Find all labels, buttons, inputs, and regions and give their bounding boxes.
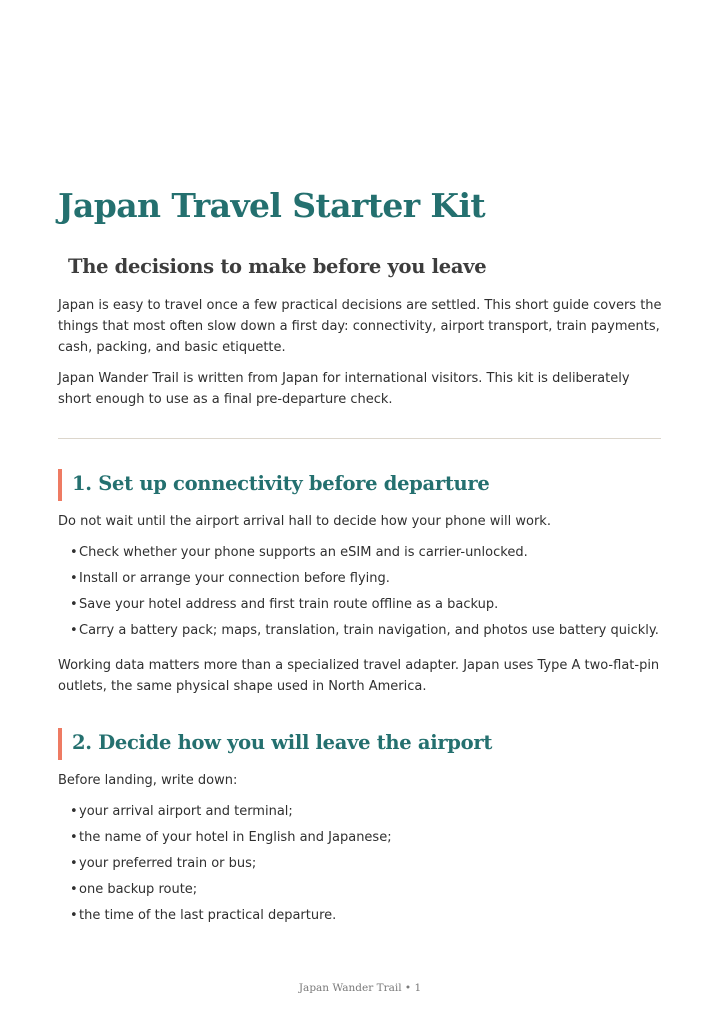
intro-paragraph: Japan is easy to travel once a few practical decisions are settled. This short guide covers the things that most often slow down a first day: connectivity, airport transport, train payments, cash, packing, and basic etiquette. (58, 298, 662, 355)
bullet-icon: • (70, 804, 78, 819)
list-item: •the name of your hotel in English and Japanese; (70, 825, 660, 851)
section-accent-bar (58, 728, 62, 760)
bullet-icon: • (70, 856, 78, 871)
section-title: 1. Set up connectivity before departure (72, 472, 490, 495)
section-title: 2. Decide how you will leave the airport (72, 731, 493, 754)
bullet-icon: • (70, 571, 78, 586)
bullet-icon: • (70, 597, 78, 612)
section-divider (58, 438, 661, 439)
list-item: •your preferred train or bus; (70, 851, 660, 877)
bullet-icon: • (70, 830, 78, 845)
section-lead: Do not wait until the airport arrival hall to decide how your phone will work. (58, 514, 551, 529)
list-item: •Check whether your phone supports an eSIM and is carrier-unlocked. (70, 540, 660, 566)
connectivity-checklist (70, 540, 660, 644)
list-item: •one backup route; (70, 877, 660, 903)
list-item: •Install or arrange your connection before flying. (70, 566, 660, 592)
document-subtitle: The decisions to make before you leave (68, 255, 487, 278)
list-item: •Carry a battery pack; maps, translation, train navigation, and photos use battery quickly. (70, 618, 660, 644)
document-title: Japan Travel Starter Kit (58, 186, 486, 225)
bullet-icon: • (70, 545, 78, 560)
bullet-icon: • (70, 623, 78, 638)
intro-paragraph: Japan Wander Trail is written from Japan for international visitors. This kit is deliberately short enough to use as a final pre-departure check. (58, 371, 630, 407)
section-heading-connectivity (58, 469, 662, 501)
list-item: •the time of the last practical departure. (70, 903, 660, 929)
page-footer: Japan Wander Trail • 1 (298, 982, 422, 994)
list-item: •your arrival airport and terminal; (70, 799, 660, 825)
bullet-icon: • (70, 908, 78, 923)
list-item: •Save your hotel address and first train route offline as a backup. (70, 592, 660, 618)
bullet-icon: • (70, 882, 78, 897)
section-closing: Working data matters more than a specialized travel adapter. Japan uses Type A two-flat-pin outlets, the same physical shape used in North America. (58, 658, 660, 694)
airport-checklist (70, 799, 660, 929)
section-lead: Before landing, write down: (58, 773, 238, 788)
section-accent-bar (58, 469, 62, 501)
section-heading-airport (58, 728, 662, 760)
